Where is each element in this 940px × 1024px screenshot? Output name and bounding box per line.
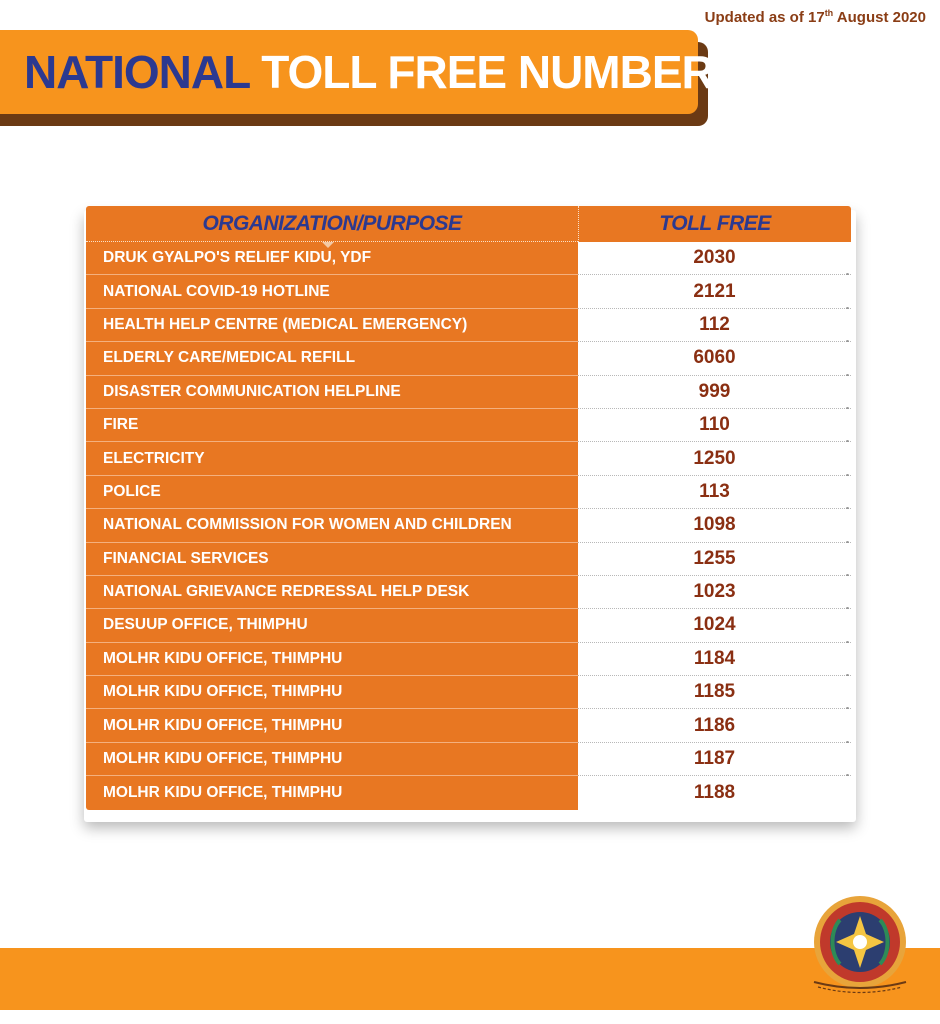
national-emblem-icon bbox=[800, 890, 920, 1000]
table-row bbox=[86, 309, 851, 342]
table-row bbox=[86, 342, 851, 375]
toll-free-table bbox=[86, 206, 851, 810]
organization-cell: DRUK GYALPO'S RELIEF KIDU, YDF bbox=[86, 242, 578, 275]
table-row bbox=[86, 643, 851, 676]
toll-free-number-cell: 1023 bbox=[578, 576, 851, 609]
organization-cell: MOLHR KIDU OFFICE, THIMPHU bbox=[86, 743, 578, 776]
organization-cell: MOLHR KIDU OFFICE, THIMPHU bbox=[103, 783, 343, 801]
table-row bbox=[86, 709, 851, 742]
table-header bbox=[86, 206, 851, 242]
organization-cell: NATIONAL GRIEVANCE REDRESSAL HELP DESK bbox=[86, 576, 578, 609]
organization-cell: POLICE bbox=[86, 476, 578, 509]
table-row bbox=[86, 275, 851, 308]
title-banner bbox=[0, 30, 744, 114]
toll-free-number-cell: 2121 bbox=[578, 275, 851, 308]
toll-free-number-cell: 999 bbox=[578, 376, 851, 409]
toll-free-number-cell: 112 bbox=[578, 309, 851, 342]
table-row bbox=[86, 543, 851, 576]
organization-cell: MOLHR KIDU OFFICE, THIMPHU bbox=[86, 643, 578, 676]
organization-cell: MOLHR KIDU OFFICE, THIMPHU bbox=[86, 709, 578, 742]
toll-free-number-cell: 1024 bbox=[578, 609, 851, 642]
footer-bar bbox=[0, 948, 940, 1010]
table-row bbox=[86, 776, 851, 809]
table-row bbox=[86, 242, 851, 275]
table-row bbox=[86, 509, 851, 542]
table-row bbox=[86, 609, 851, 642]
toll-free-number-cell: 1184 bbox=[578, 643, 851, 676]
table-row bbox=[86, 442, 851, 475]
table-row bbox=[86, 576, 851, 609]
toll-free-number-cell: 1185 bbox=[578, 676, 851, 709]
toll-free-number-cell: 113 bbox=[578, 476, 851, 509]
updated-date: Updated as of 17th August 2020 bbox=[704, 8, 926, 26]
title-part-national: NATIONAL bbox=[24, 46, 250, 98]
table-row bbox=[86, 743, 851, 776]
organization-cell: DESUUP OFFICE, THIMPHU bbox=[86, 609, 578, 642]
toll-free-number-cell: 1255 bbox=[578, 543, 851, 576]
table-row bbox=[86, 409, 851, 442]
toll-free-number-cell: 1188 bbox=[578, 776, 851, 809]
organization-cell: ELDERLY CARE/MEDICAL REFILL bbox=[86, 342, 578, 375]
toll-free-number-cell: 1186 bbox=[578, 709, 851, 742]
organization-cell: ELECTRICITY bbox=[86, 442, 578, 475]
organization-cell: DISASTER COMMUNICATION HELPLINE bbox=[86, 376, 578, 409]
toll-free-number-cell: 110 bbox=[578, 409, 851, 442]
organization-cell: FIRE bbox=[86, 409, 578, 442]
table-row bbox=[86, 676, 851, 709]
table-row bbox=[86, 476, 851, 509]
table-row bbox=[86, 376, 851, 409]
toll-free-number-cell: 1098 bbox=[578, 509, 851, 542]
organization-cell: NATIONAL COVID-19 HOTLINE bbox=[86, 275, 578, 308]
title-part-toll-free: TOLL FREE NUMBERS bbox=[261, 46, 744, 98]
toll-free-number-cell: 2030 bbox=[578, 242, 851, 275]
organization-cell: NATIONAL COMMISSION FOR WOMEN AND CHILDREN bbox=[86, 509, 578, 542]
header-organization: ORGANIZATION/PURPOSE bbox=[86, 206, 578, 242]
toll-free-number-cell: 1250 bbox=[578, 442, 851, 475]
organization-cell: FINANCIAL SERVICES bbox=[86, 543, 578, 576]
toll-free-number-cell: 6060 bbox=[578, 342, 851, 375]
page-title bbox=[24, 45, 743, 99]
organization-cell: HEALTH HELP CENTRE (MEDICAL EMERGENCY) bbox=[86, 309, 578, 342]
toll-free-number-cell: 1187 bbox=[578, 743, 851, 776]
table-body bbox=[86, 242, 851, 810]
organization-cell: MOLHR KIDU OFFICE, THIMPHU bbox=[86, 676, 578, 709]
header-toll-free: TOLL FREE bbox=[578, 206, 851, 242]
